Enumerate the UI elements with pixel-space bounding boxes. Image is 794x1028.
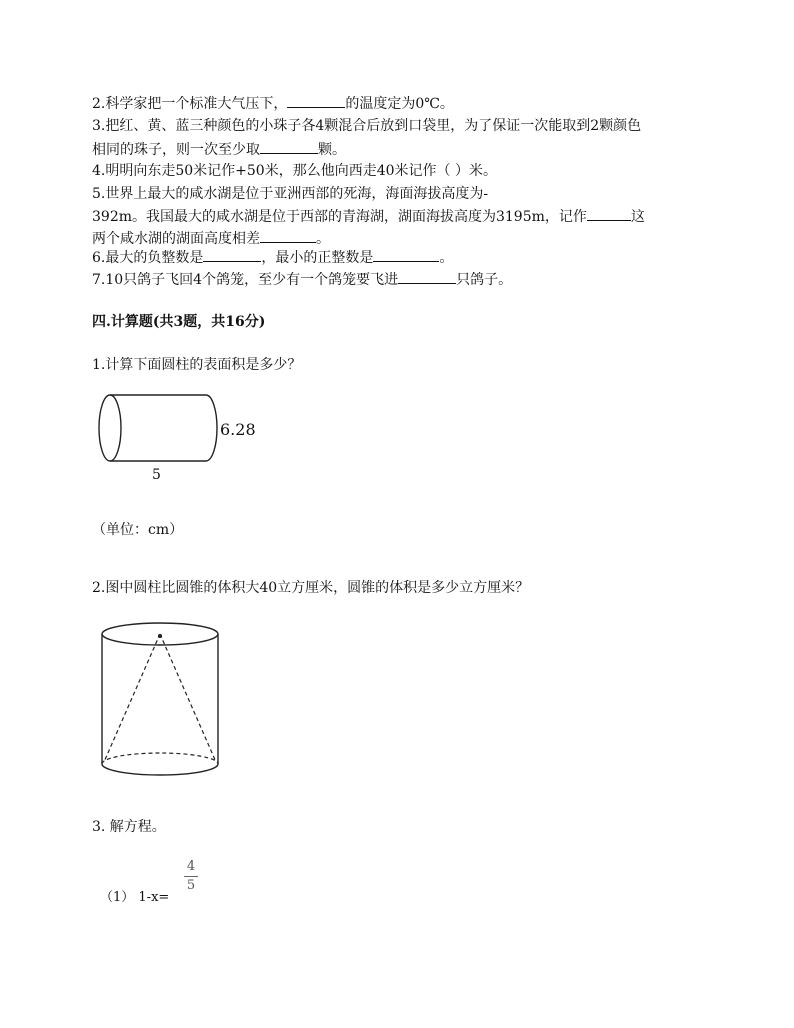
cone-right-slant (160, 634, 216, 762)
q5-line1-text: 5.世界上最大的咸水湖是位于亚洲西部的死海，海面海拔高度为- (92, 186, 489, 202)
q3-line2-before: 相同的珠子，则一次至少取 (92, 142, 260, 158)
q5-line3-before: 两个咸水湖的湖面高度相差 (92, 231, 260, 247)
q7-blank[interactable] (398, 269, 456, 284)
question-3-line-2 (92, 139, 346, 160)
cylinder-right-end (206, 395, 217, 461)
question-4 (92, 161, 497, 181)
cone-base-back (102, 753, 218, 764)
cylinder-height-label: 6.28 (220, 420, 256, 439)
equation-1-label: （1） 1-x= (100, 890, 170, 905)
q3-line1-text: 3.把红、黄、蓝三种颜色的小珠子各4颗混合后放到口袋里，为了保证一次能取到2颗颜色 (92, 118, 642, 134)
question-6 (92, 247, 453, 268)
calc-question-2 (92, 578, 529, 598)
calc-q2-text: 2.图中圆柱比圆锥的体积大40立方厘米，圆锥的体积是多少立方厘米？ (92, 580, 530, 596)
q7-text-before: 7.10只鸽子飞回4个鸽笼，至少有一个鸽笼要飞进 (92, 272, 399, 288)
horizontal-cylinder-figure (92, 390, 272, 485)
q5-line3-after: 。 (316, 231, 330, 247)
equation-1 (100, 888, 169, 908)
question-2 (92, 93, 454, 114)
q6-blank-1[interactable] (203, 247, 261, 262)
question-5-line-3 (92, 228, 330, 249)
q3-line2-after: 颗。 (318, 142, 346, 158)
fraction-bar (184, 876, 198, 877)
q5-blank-1[interactable] (587, 206, 631, 221)
cylinder-bottom-front (102, 764, 218, 775)
q6-part2: ，最小的正整数是 (261, 250, 374, 266)
fraction-denominator: 5 (186, 878, 196, 893)
fraction-four-fifths (184, 859, 198, 894)
question-7 (92, 269, 512, 290)
question-5-line-2 (92, 206, 645, 227)
calc-question-1 (92, 355, 301, 375)
question-5-line-1 (92, 184, 488, 204)
calc-q1-unit (92, 520, 183, 540)
q2-text-before: 2.科学家把一个标准大气压下， (92, 96, 288, 112)
q6-part3: 。 (439, 250, 454, 266)
calc-question-3 (92, 817, 166, 837)
q6-part1: 6.最大的负整数是 (92, 250, 204, 266)
cone-left-slant (104, 634, 160, 762)
section-heading: 四.计算题(共3题，共16分) (92, 314, 266, 330)
q4-text: 4.明明向东走50米记作+50米，那么他向西走40米记作（ ）米。 (92, 163, 497, 179)
q5-line2-before: 392m。我国最大的咸水湖是位于西部的青海湖，湖面海拔高度为3195m，记作 (92, 209, 587, 225)
cylinder-left-end (99, 395, 121, 461)
q2-text-after: 的温度定为0℃。 (345, 96, 454, 112)
cone-apex-dot (158, 634, 162, 638)
calc-q1-text: 1.计算下面圆柱的表面积是多少？ (92, 357, 302, 373)
calc-q3-text: 3. 解方程。 (92, 819, 166, 835)
calc-q1-unit-text: （单位：cm） (92, 522, 184, 538)
q5-line2-after: 这 (630, 209, 645, 225)
q6-blank-2[interactable] (373, 247, 439, 262)
cylinder-length-label: 5 (152, 467, 161, 483)
fraction-numerator: 4 (186, 859, 196, 874)
q2-blank[interactable] (287, 93, 345, 108)
cylinder-cone-figure (92, 615, 232, 785)
q5-blank-2[interactable] (260, 228, 316, 243)
question-3-line-1 (92, 116, 641, 136)
q3-blank[interactable] (260, 139, 318, 154)
q7-text-after: 只鸽子。 (456, 272, 513, 288)
